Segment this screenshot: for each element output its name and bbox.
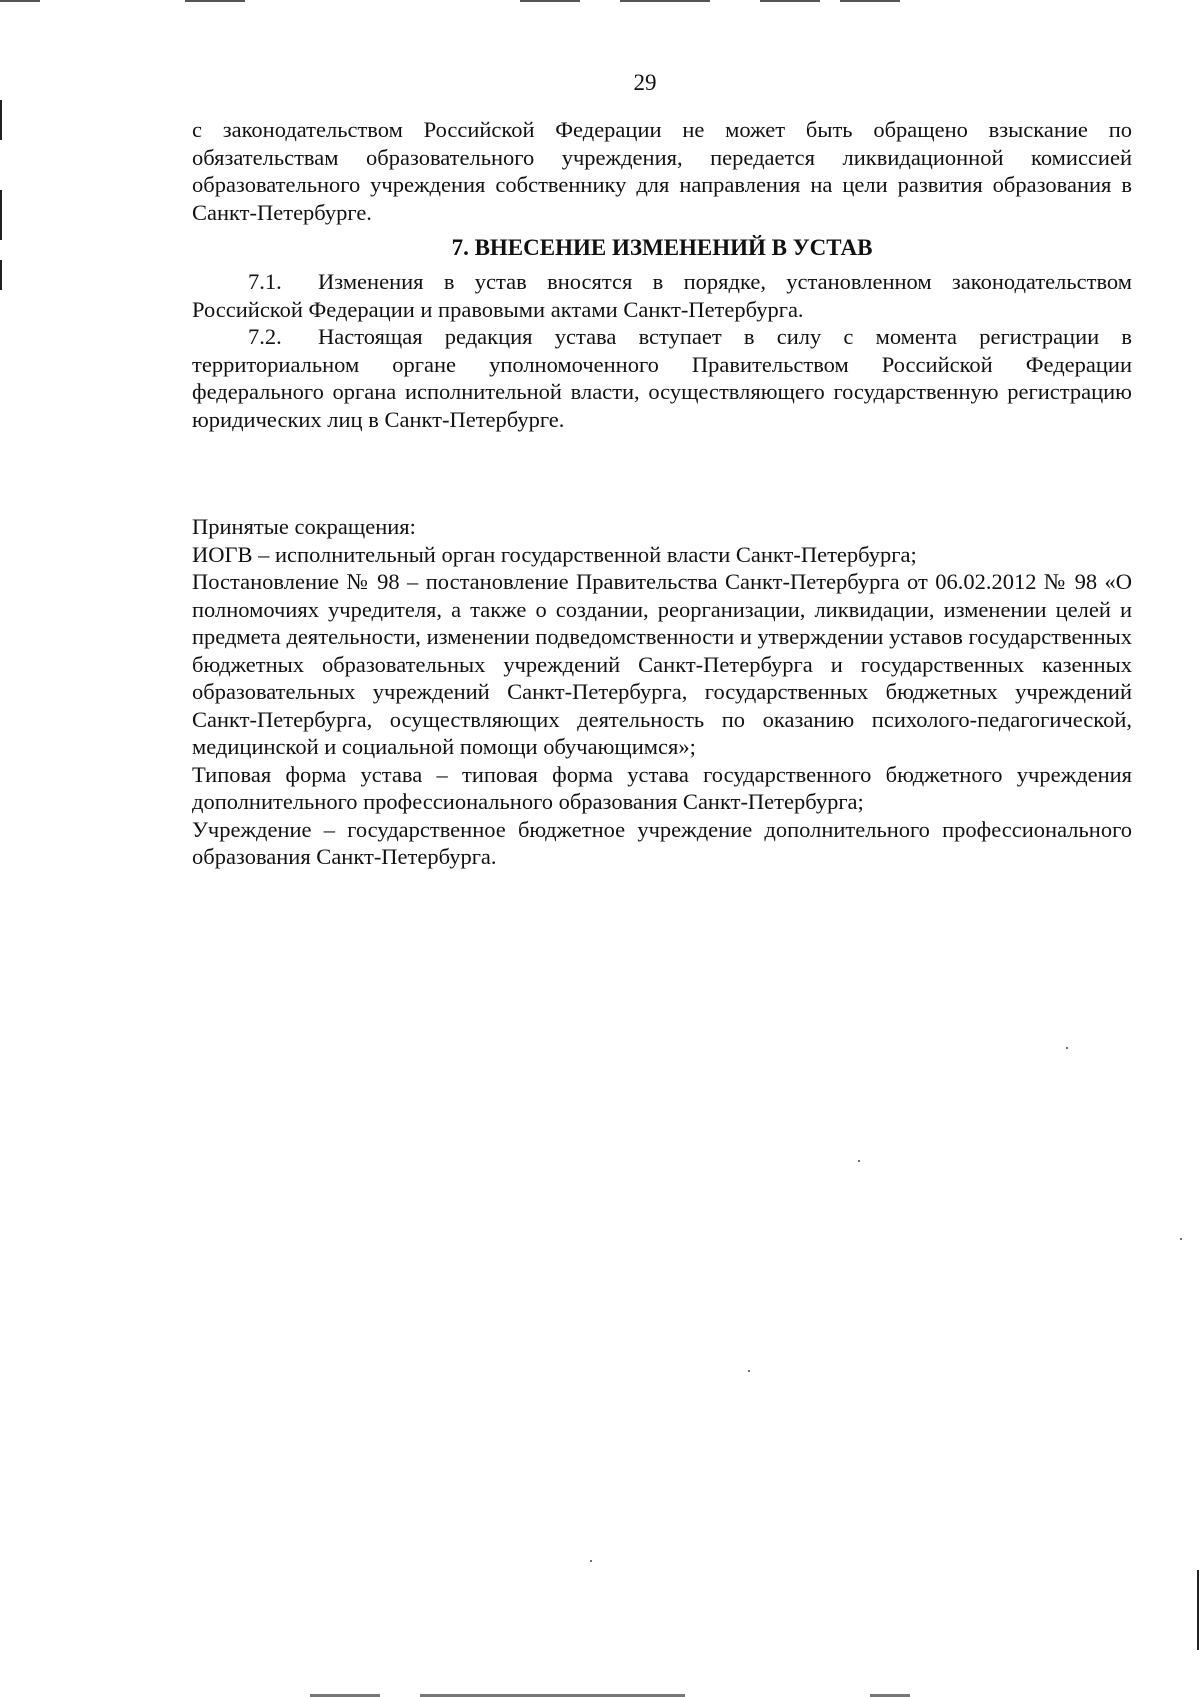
scan-speck xyxy=(748,1370,750,1372)
scan-edge-left xyxy=(0,260,2,290)
scan-edge-right xyxy=(1197,1570,1199,1650)
clause-7-1 xyxy=(192,268,1132,323)
abbreviations-title: Принятые сокращения: xyxy=(192,514,416,539)
clause-text: Настоящая редакция устава вступает в силу с момента регистрации в территориальном органе уполномоченного Правительством Российской Федерации федерального органа исполнительной власти, осуществляющего государственную регистрацию юридических лиц в Санкт-Петербурге. xyxy=(192,324,1132,432)
scan-edge-top xyxy=(760,0,820,2)
abbreviation-item: Типовая форма устава – типовая форма устава государственного бюджетного учреждения дополнительного профессионального образования Санкт-Петербурга; xyxy=(192,761,1132,814)
continuation-paragraph: с законодательством Российской Федерации не может быть обращено взыскание по обязательствам образовательного учреждения, передается ликвидационной комиссией образовательного учреждения собственнику для направления на цели развития образования в Санкт-Петербурге. xyxy=(192,117,1132,225)
scan-speck xyxy=(1066,1047,1068,1049)
scan-edge-top xyxy=(620,0,710,2)
clause-text: Изменения в устав вносятся в порядке, установленном законодательством Российской Федерации и правовыми актами Санкт-Петербурга. xyxy=(192,269,1132,322)
document-body xyxy=(192,116,1132,871)
clause-number: 7.2. xyxy=(248,324,282,349)
page-number: 29 xyxy=(633,70,657,95)
scan-speck xyxy=(858,1160,860,1162)
section-heading: 7. ВНЕСЕНИЕ ИЗМЕНЕНИЙ В УСТАВ xyxy=(451,235,873,260)
abbreviation-item: Учреждение – государственное бюджетное учреждение дополнительного профессионального образования Санкт-Петербурга. xyxy=(192,816,1132,869)
scan-edge-top xyxy=(520,0,580,2)
scan-edge-top xyxy=(185,0,245,2)
abbreviations-block xyxy=(192,513,1132,871)
scan-edge-top xyxy=(840,0,900,2)
scan-edge-top xyxy=(0,0,40,2)
abbreviation-item: ИОГВ – исполнительный орган государственной власти Санкт-Петербурга; xyxy=(192,541,917,567)
clause-number: 7.1. xyxy=(248,269,282,294)
abbreviation-item: Постановление № 98 – постановление Правительства Санкт-Петербурга от 06.02.2012 № 98 «О полномочиях учредителя, а также о создании, реорганизации, ликвидации, изменении целей и предмета деятельности, изменении подведомственности и утверждении уставов государственных бюджетных образовательных учреждений Санкт-Петербурга и государственных казенных образовательных учреждений Санкт-Петербурга, государственных бюджетных учреждений Санкт-Петербурга, осуществляющих деятельность по оказанию психолого-педагогической, медицинской и социальной помощи обучающимся»; xyxy=(192,569,1132,759)
clause-7-2 xyxy=(192,323,1132,433)
scan-edge-left xyxy=(0,190,2,240)
scan-speck xyxy=(590,1560,592,1562)
scan-edge-left xyxy=(0,100,2,140)
scan-speck xyxy=(1180,1238,1182,1240)
